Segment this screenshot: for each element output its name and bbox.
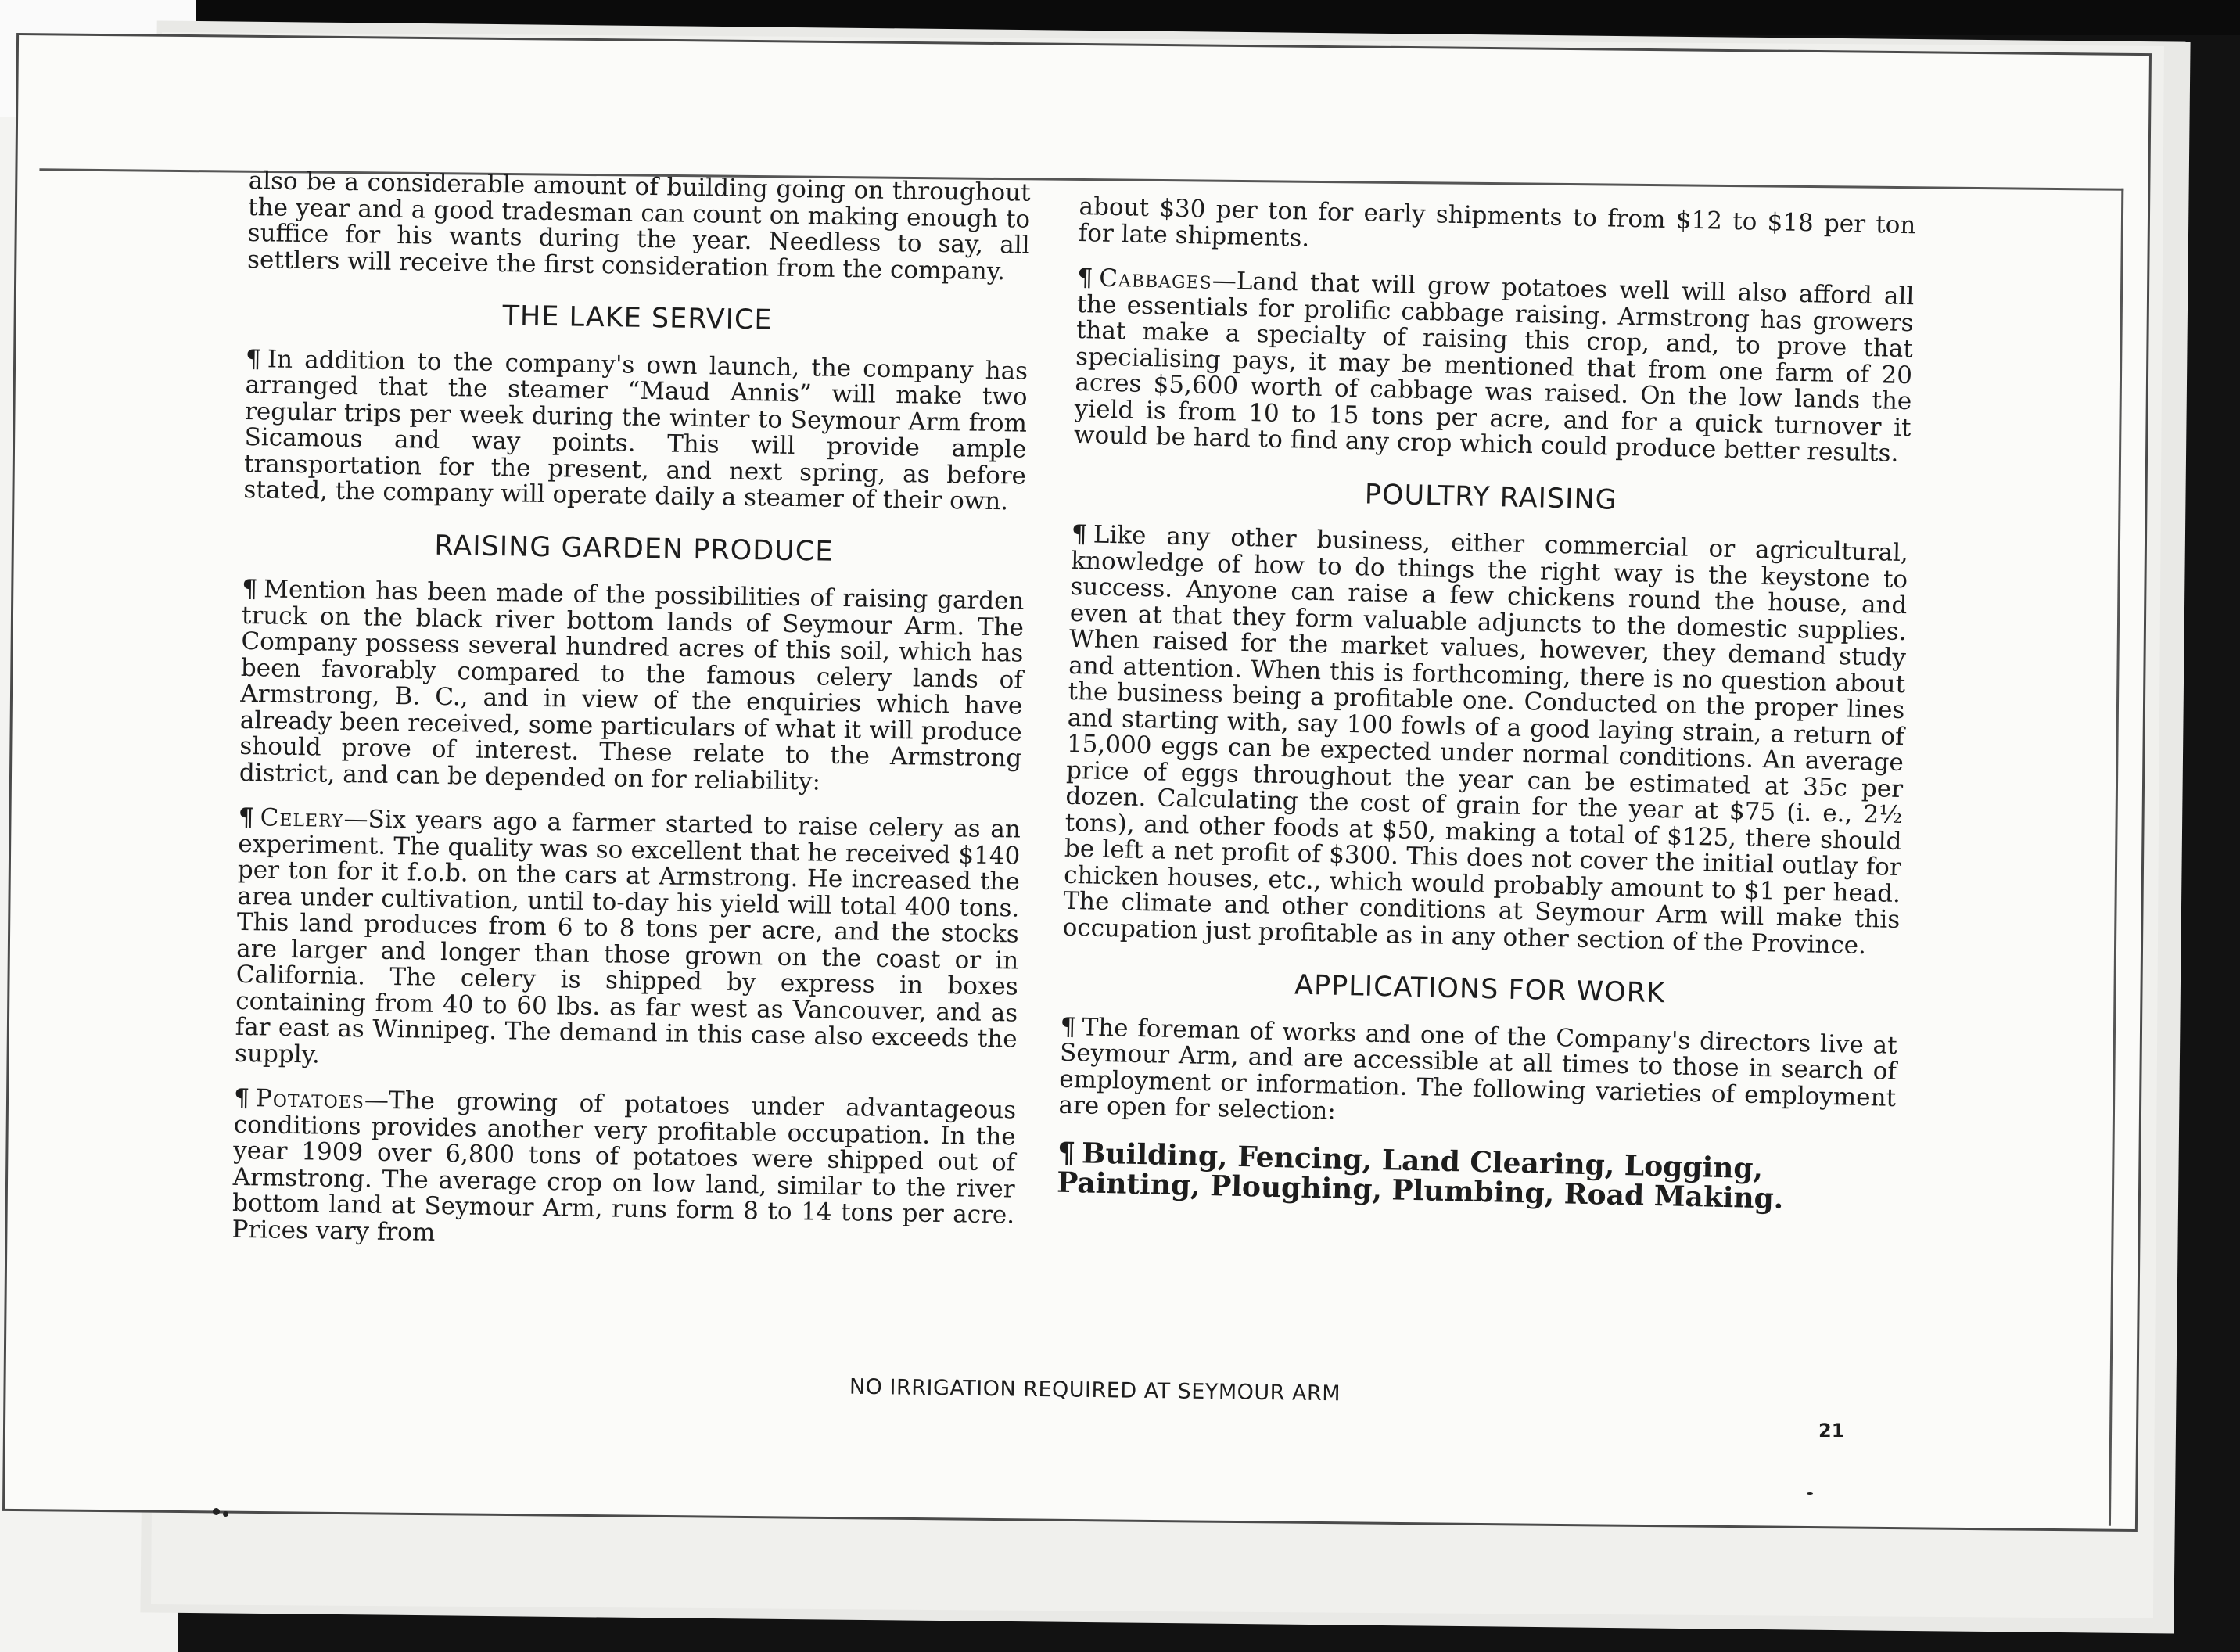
scan-speck xyxy=(1807,1492,1813,1495)
pilcrow-icon: ¶ xyxy=(245,344,262,373)
occupations-list xyxy=(1057,1137,1894,1216)
pilcrow-icon: ¶ xyxy=(1060,1012,1076,1041)
page-footer: NO IRRIGATION REQUIRED AT SEYMOUR ARM xyxy=(849,1374,1341,1406)
page-number: 21 xyxy=(1818,1420,1845,1442)
section-heading: POULTRY RAISING xyxy=(1364,478,1618,516)
paragraph-label: Cabbages xyxy=(1098,264,1213,295)
cabbages-paragraph xyxy=(1074,265,1915,468)
pilcrow-icon: ¶ xyxy=(1077,263,1093,293)
paragraph-label: Potatoes xyxy=(255,1084,365,1115)
occupations-text: Building, Fencing, Land Clearing, Logging, Painting, Ploughing, Plumbing, Road Making. xyxy=(1056,1136,1784,1216)
scan-speck xyxy=(213,1508,220,1515)
scan-speck xyxy=(223,1511,228,1517)
potatoes-paragraph xyxy=(232,1083,1017,1255)
pilcrow-icon: ¶ xyxy=(234,1083,250,1113)
left-column xyxy=(232,168,1031,1274)
pilcrow-icon: ¶ xyxy=(238,803,254,832)
celery-paragraph xyxy=(235,805,1021,1079)
intro-paragraph: also be a considerable amount of building going on throughout the year and a good tradesman can count on making enough to suffice for his wants during the year. Needless to say, all settlers will receive the first consideration from the company. xyxy=(246,167,1031,286)
paragraph-label: Celery xyxy=(260,803,344,834)
section-heading: RAISING GARDEN PRODUCE xyxy=(434,530,834,568)
paragraph-text: —The growing of potatoes under advantageous conditions provides another very profitable occupation. In the year 1909 over 6,800 tons of potatoes were shipped out of Armstrong. The average crop on low land, similar to the river bottom land at Seymour Arm, runs form 8 to 14 tons per acre. Prices vary from xyxy=(232,1086,1017,1247)
paragraph-text: Like any other business, either commercial or agricultural, knowledge of how to do things the right way is the keystone to success. Anyone can raise a few chickens round the house, and even at that they form valuable adjuncts to the domestic supplies. When raised for the market values, however, they demand study and attention. When this is forthcoming, there is no question about the business being a profitable one. Conducted on the proper lines and starting with, say 100 fowls of a good laying strain, a return of 15,000 eggs can be expected under normal conditions. An average price of eggs throughout the year can be estimated at 35c per dozen. Calculating the cost of grain for the year at $75 (i. e., 2½ tons), and other foods at $50, making a total of $125, there should be left a net profit of $300. This does not cover the initial outlay for chicken houses, etc., which would probably amount to $1 per head. The climate and other conditions at Seymour Arm will make this occupation just profitable as in any other section of the Province. xyxy=(1062,520,1909,960)
section-heading: APPLICATIONS FOR WORK xyxy=(1294,969,1666,1010)
paragraph-text: —Six years ago a farmer started to raise celery as an experiment. The quality was so excellent that he received $140 per ton for it f.o.b. on the cars at Armstrong. He increased the area under cultivation, until to-day his yield will total 400 tons. This land produces from 6 to 8 tons per acre, and the stocks are larger and longer than those grown on the coast or in California. The celery is shipped by express in boxes containing from 40 to 60 lbs. as far west as Vancouver, and as far east as Winnipeg. The demand in this case also exceeds the supply. xyxy=(234,805,1021,1069)
paragraph-text: —Land that will grow potatoes well will also afford all the essentials for prolific cabbage raising. Armstrong has growers that make a specialty of raising this crop, and, to prove that specialising pays, it may be mentioned that from one farm of 20 acres $5,600 worth of cabbage was raised. On the low lands the yield is from 10 to 15 tons per acre, and for a quick turnover it would be hard to find any crop which could produce better results. xyxy=(1073,266,1915,468)
pilcrow-icon: ¶ xyxy=(1071,519,1088,549)
section-heading: THE LAKE SERVICE xyxy=(502,300,773,336)
paragraph-text: Mention has been made of the possibilities of raising garden truck on the black river bottom lands of Seymour Arm. The Company possess several hundred acres of this soil, which has been favorably compared to the famous celery lands of Armstrong, B. C., and in view of the enquiries which have already been received, some particulars of what it will produce should prove of interest. These relate to the Armstrong district, and can be depended on for reliability: xyxy=(239,575,1025,796)
lake-service-paragraph xyxy=(243,346,1028,515)
paragraph-text: The foreman of works and one of the Company's directors live at Seymour Arm, and are accessible at all times to those in search of employment or information. The following varieties of employment are open for selection: xyxy=(1058,1012,1897,1126)
applications-paragraph xyxy=(1058,1014,1897,1137)
paragraph-text: In addition to the company's own launch, the company has arranged that the steamer “Maud Annis” will make two regular trips per week during the winter to Seymour Arm from Sicamous and way points. This will provide ample transportation for the present, and next spring, as before stated, the company will operate daily a steamer of their own. xyxy=(243,344,1028,516)
pilcrow-icon: ¶ xyxy=(242,574,258,604)
garden-produce-paragraph xyxy=(239,576,1025,799)
poultry-paragraph xyxy=(1062,519,1909,960)
pilcrow-icon: ¶ xyxy=(1057,1136,1076,1169)
right-column xyxy=(1056,194,1915,1234)
potatoes-continued-paragraph: about $30 per ton for early shipments to from $12 to $18 per ton for late shipments. xyxy=(1078,192,1916,253)
